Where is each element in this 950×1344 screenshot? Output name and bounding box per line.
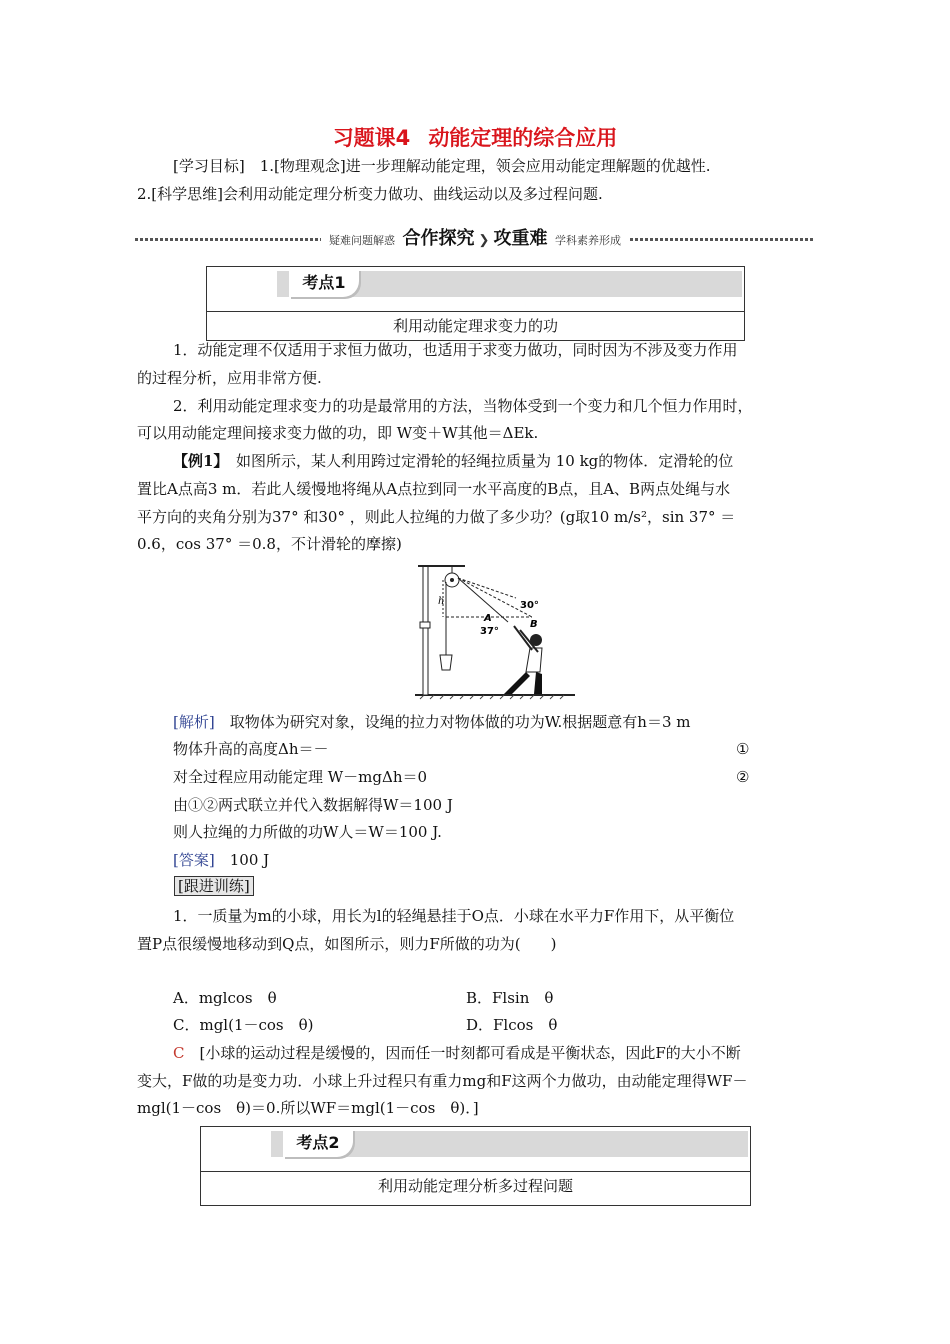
solution-line-2: 物体升高的高度Δh＝－ <box>173 740 329 758</box>
solution-line-5: 则人拉绳的力所做的功W人＝W＝100 J. <box>173 823 442 841</box>
label-A: A <box>484 613 492 624</box>
kaodian-1-tag: 考点1 <box>289 269 359 297</box>
q1-answer-line-3: mgl(1－cos θ)＝0.所以WF＝mgl(1－cos θ)．] <box>137 1099 479 1117</box>
q1-option-b: B．Flsin θ <box>466 989 554 1007</box>
kaodian-2-tag: 考点2 <box>283 1129 353 1157</box>
example1-line-4: 0.6，cos 37° ＝0.8，不计滑轮的摩擦) <box>137 535 402 553</box>
banner-right: 学科素养形成 <box>554 234 621 247</box>
objectives-tag: [学习目标] <box>173 157 245 175</box>
q1-answer-line-2: 变大，F做的功是变力功．小球上升过程只有重力mg和F这两个力做功，由动能定理得WF－ <box>137 1072 748 1090</box>
example1-line-2: 置比A点高3 m．若此人缓慢地将绳从A点拉到同一水平高度的B点，且A、B两点处绳与水 <box>137 480 731 498</box>
kaodian-1-caption: 利用动能定理求变力的功 <box>392 317 558 335</box>
para1-line-2: 的过程分析，应用非常方便. <box>137 369 322 387</box>
para2-line-1: 2．利用动能定理求变力的功是最常用的方法，当物体受到一个变力和几个恒力作用时， <box>173 397 753 415</box>
q1-option-c: C．mgl(1－cos θ) <box>173 1016 314 1034</box>
example1-line-3: 平方向的夹角分别为37° 和30° ，则此人拉绳的力做了多少功？(g取10 m/s²，sin 37° ＝ <box>137 508 736 526</box>
pulley-figure <box>410 560 580 702</box>
banner-center: 合作探究 <box>402 228 475 249</box>
title-sub: 动能定理的综合应用 <box>428 126 618 150</box>
solution-line-1: [解析] 取物体为研究对象，设绳的拉力对物体做的功为W.根据题意有h＝3 m <box>173 713 691 731</box>
banner-center2: 攻重难 <box>493 228 548 249</box>
solution-eq-2-number: ② <box>736 768 750 786</box>
q1-line-1: 1．一质量为m的小球，用长为l的轻绳悬挂于O点．小球在水平力F作用下，从平衡位 <box>173 907 735 925</box>
q1-answer-letter: C <box>173 1044 185 1062</box>
q1-option-d: D．Flcos θ <box>466 1016 558 1034</box>
solution-tag: [解析] <box>173 713 215 731</box>
solution-line-4: 由①②两式联立并代入数据解得W＝100 J <box>173 796 453 814</box>
para1-line-1: 1．动能定理不仅适用于求恒力做功，也适用于求变力做功，同时因为不涉及变力作用 <box>173 341 738 359</box>
label-h: h <box>438 596 445 607</box>
label-angle-37: 37° <box>480 626 499 637</box>
section-banner <box>135 224 815 249</box>
label-angle-30: 30° <box>520 600 539 611</box>
title-main: 习题课4 <box>332 126 411 150</box>
q1-option-a: A．mglcos θ <box>173 989 277 1007</box>
solution-line-3: 对全过程应用动能定理 W－mgΔh＝0 <box>173 768 428 786</box>
example1-line-1: 【例1】 如图所示，某人利用跨过定滑轮的轻绳拉质量为 10 kg的物体．定滑轮的位 <box>173 452 734 470</box>
banner-arrow-icon: ❯ <box>478 233 490 248</box>
para2-line-2: 可以用动能定理间接求变力做的功，即 W变＋W其他＝ΔEk. <box>137 424 539 442</box>
objectives-line-2: 2.[科学思维]会利用动能定理分析变力做功、曲线运动以及多过程问题. <box>137 185 603 203</box>
banner-left: 疑难问题解惑 <box>329 234 396 247</box>
answer-value: 100 J <box>229 851 270 869</box>
q1-answer-line-1: C [小球的运动过程是缓慢的，因而任一时刻都可看成是平衡状态，因此F的大小不断 <box>173 1044 741 1062</box>
solution-eq-1-number: ① <box>736 740 750 758</box>
followup-tag: [跟进训练] <box>174 876 254 896</box>
kaodian-2-box <box>200 1126 751 1206</box>
answer-line <box>173 850 269 870</box>
person-icon <box>504 626 542 694</box>
answer-tag: [答案] <box>173 851 215 869</box>
label-B: B <box>530 619 538 630</box>
page-title <box>0 122 950 152</box>
example1-tag: 【例1】 <box>173 452 221 470</box>
kaodian-2-caption: 利用动能定理分析多过程问题 <box>377 1177 573 1195</box>
objectives-line-1: [学习目标] 1.[物理观念]进一步理解动能定理，领会应用动能定理解题的优越性. <box>173 157 711 175</box>
kaodian-1-box <box>206 266 745 341</box>
q1-line-2: 置P点很缓慢地移动到Q点，如图所示，则力F所做的功为( ) <box>137 935 557 953</box>
